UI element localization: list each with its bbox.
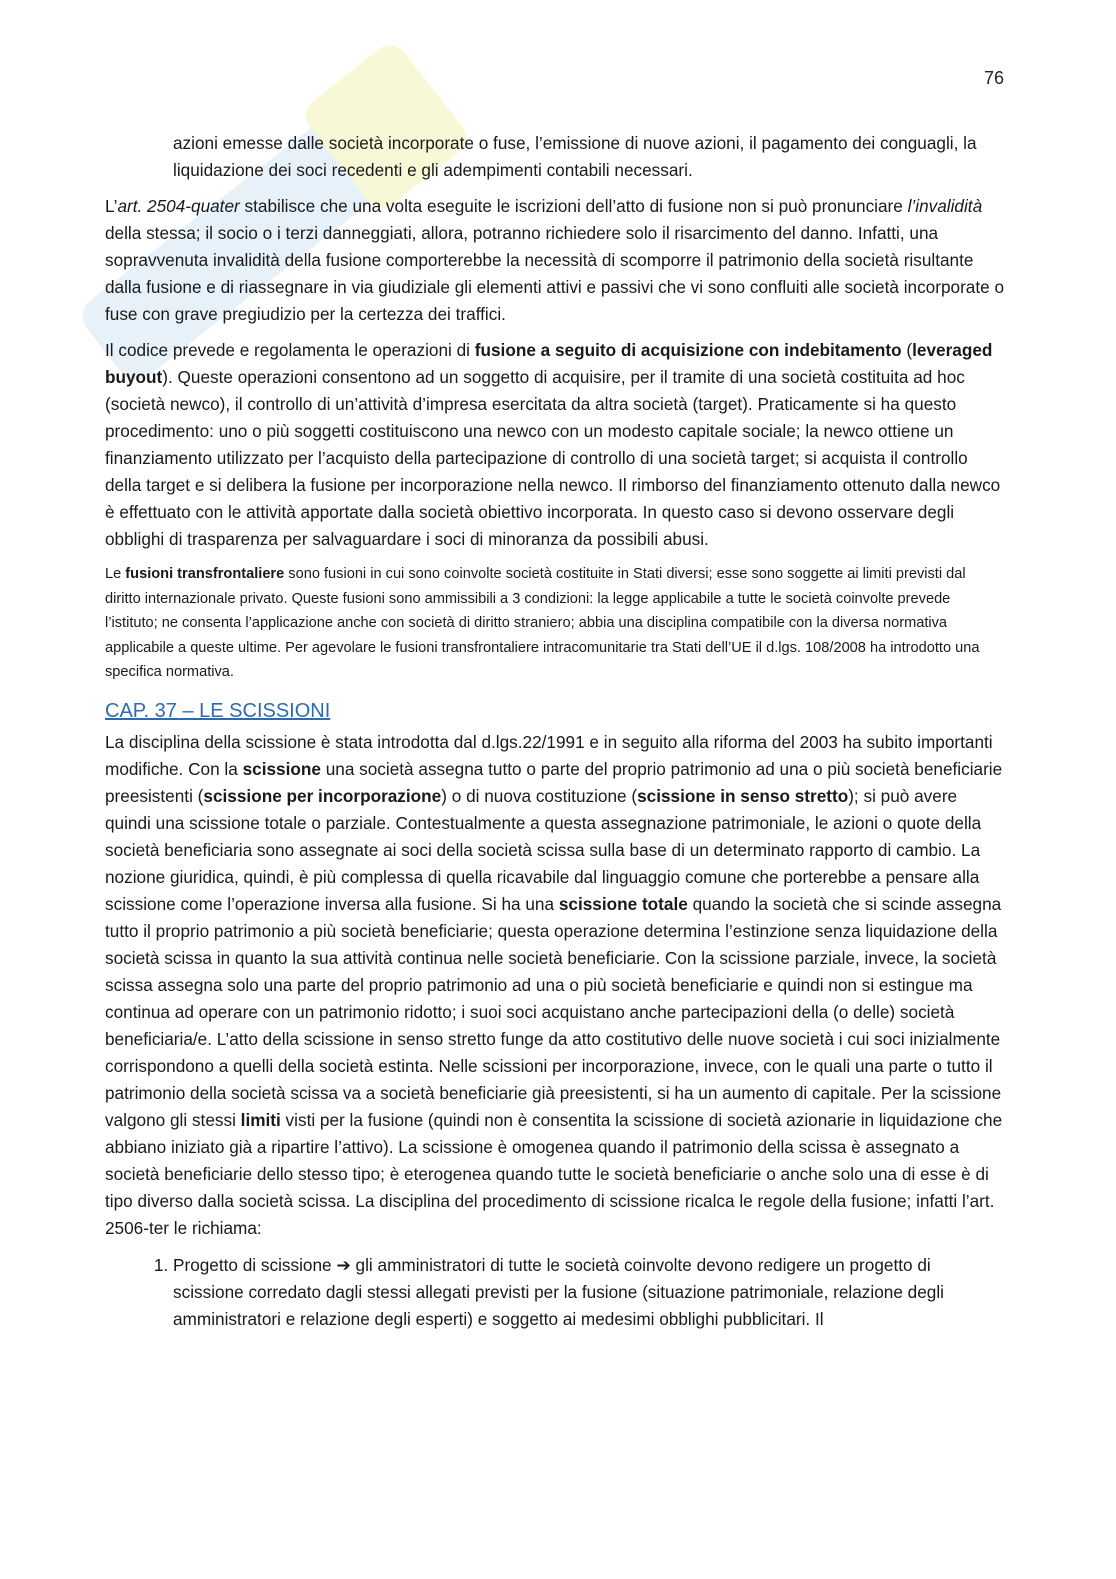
italic-term: l’invalidità — [907, 196, 983, 216]
paragraph-fusioni-transfrontaliere — [105, 562, 1005, 685]
paragraph-continuation: azioni emesse dalle società incorporate o fuse, l’emissione di nuove azioni, il pagamento dei conguagli, la liquidazione dei soci recedenti e gli adempimenti contabili necessari. — [173, 133, 977, 180]
paragraph-invalidita — [105, 193, 1005, 328]
bold-term: fusione a seguito di acquisizione con indebitamento — [474, 340, 902, 360]
text-run: La disciplina della scissione è stata introdotta dal d.lgs.22/1991 e in seguito alla riforma del 2003 ha subito importanti modifiche. Con la — [105, 731, 993, 779]
bold-term: scissione — [242, 758, 321, 779]
bold-term: fusioni transfrontaliere — [125, 566, 285, 582]
text-run: ); si può avere quindi una scissione totale o parziale. Contestualmente a questa assegnazione patrimoniale, le azioni o quote della società beneficiaria sono assegnate ai soci della società scissa sulla base di un determinato rapporto di cambio. La nozione giuridica, quindi, è più complessa di quella ricavabile dal linguaggio comune che porterebbe a pensare alla scissione come l’operazione inversa alla fusione. Si ha una — [105, 785, 982, 914]
text-run: ) o di nuova costituzione ( — [441, 785, 638, 806]
text-run: visti per la fusione (quindi non è consentita la scissione di società azionarie in liquidazione che abbiano iniziato già a ripartire l’attivo). La scissione è omogenea quando il patrimonio della scissa è assegnato a società beneficiarie dello stesso tipo; è eterogenea quando tutte le società beneficiarie o anche solo una di esse è di tipo diverso dalla società scissa. La disciplina del procedimento di scissione ricalca le regole della fusione; infatti l’art. 2506-ter le richiama: — [105, 1109, 1003, 1238]
text-run: L’ — [105, 196, 118, 216]
bold-term: scissione totale — [558, 893, 688, 914]
bold-term: leveraged buyout — [105, 340, 993, 387]
list-item — [173, 1252, 1005, 1333]
paragraph-scissione — [105, 729, 1005, 1242]
text-run: della stessa; il socio o i terzi danneggiati, allora, potranno richiedere solo il risarcimento del danno. Infatti, una sopravvenuta invalidità della fusione comporterebbe la necessità di scomporre il patrimonio della società risultante dalla fusione e di riassegnare in via giudiziale gli elementi attivi e passivi che vi sono confluiti alle società incorporate o fuse con grave pregiudizio per la certezza dei traffici. — [105, 223, 1005, 324]
text-run: Le — [105, 566, 126, 582]
text-run: gli amministratori di tutte le società coinvolte devono redigere un progetto di scissione corredato dagli stessi allegati previsti per la fusione (situazione patrimoniale, relazione degli amministratori e relazione degli esperti) e soggetto ai medesimi obblighi pubblicitari. Il — [173, 1254, 944, 1329]
page-number: 76 — [983, 68, 1004, 88]
bold-term: scissione in senso stretto — [637, 785, 849, 806]
arrow-icon: ➔ — [336, 1254, 351, 1275]
article-reference: art. 2504-quater — [117, 196, 240, 216]
bold-term: scissione per incorporazione — [203, 785, 442, 806]
paragraph-leveraged-buyout — [105, 337, 1005, 553]
text-run: ( — [901, 340, 913, 360]
chapter-heading: CAP. 37 – LE SCISSIONI — [105, 699, 331, 722]
text-run: una società assegna tutto o parte del proprio patrimonio ad una o più società beneficiarie preesistenti ( — [105, 758, 1003, 806]
text-run: Il codice prevede e regolamenta le operazioni di — [105, 340, 475, 360]
text-run: stabilisce che una volta eseguite le iscrizioni dell’atto di fusione non si può pronunciare — [239, 196, 908, 216]
procedure-list — [105, 1252, 1005, 1333]
text-run: quando la società che si scinde assegna tutto il proprio patrimonio a più società beneficiarie; questa operazione determina l’estinzione senza liquidazione della società scissa in quanto la sua attività continua nelle società beneficiarie. Con la scissione parziale, invece, la società scissa assegna solo una parte del proprio patrimonio ad una o più società beneficiarie e quindi non si estingue ma continua ad operare con un patrimonio ridotto; i suoi soci acquistano anche partecipazioni della (o delle) società beneficiaria/e. L’atto della scissione in senso stretto funge da atto costitutivo delle nuove società i cui soci inizialmente corrispondono a quelli della società estinta. Nelle scissioni per incorporazione, invece, con le quali una parte o tutto il patrimonio della società scissa va a società beneficiarie già preesistenti, si ha un aumento di capitale. Per la scissione valgono gli stessi — [105, 893, 1002, 1130]
list-term: Progetto di scissione — [173, 1254, 332, 1275]
bold-term: limiti — [240, 1109, 281, 1130]
document-body — [105, 130, 1005, 1333]
text-run: sono fusioni in cui sono coinvolte società costituite in Stati diversi; esse sono soggette ai limiti previsti dal diritto internazionale privato. Queste fusioni sono ammissibili a 3 condizioni: la legge applicabile a tutte le società coinvolte prevede l’istituto; ne consenta l’applicazione anche con società di diritto straniero; abbia una disciplina compatibile con la diversa normativa applicabile a queste ultime. Per agevolare le fusioni transfrontaliere intracomunitarie tra Stati dell’UE il d.lgs. 108/2008 ha introdotto una specifica normativa. — [105, 566, 980, 680]
text-run: ). Queste operazioni consentono ad un soggetto di acquisire, per il tramite di una società costituita ad hoc (società newco), il controllo di un’attività d’impresa esercitata da altra società (target). Praticamente si ha questo procedimento: uno o più soggetti costituiscono una newco con un modesto capitale sociale; la newco ottiene un finanziamento utilizzato per l’acquisto della partecipazione di controllo di una società target; si acquista il controllo della target e si delibera la fusione per incorporazione nella newco. Il rimborso del finanziamento ottenuto dalla newco è effettuato con le attività apportate dalla società obiettivo incorporata. In questo caso si devono osservare degli obblighi di trasparenza per salvaguardare i soci di minoranza da possibili abusi. — [105, 367, 1001, 549]
